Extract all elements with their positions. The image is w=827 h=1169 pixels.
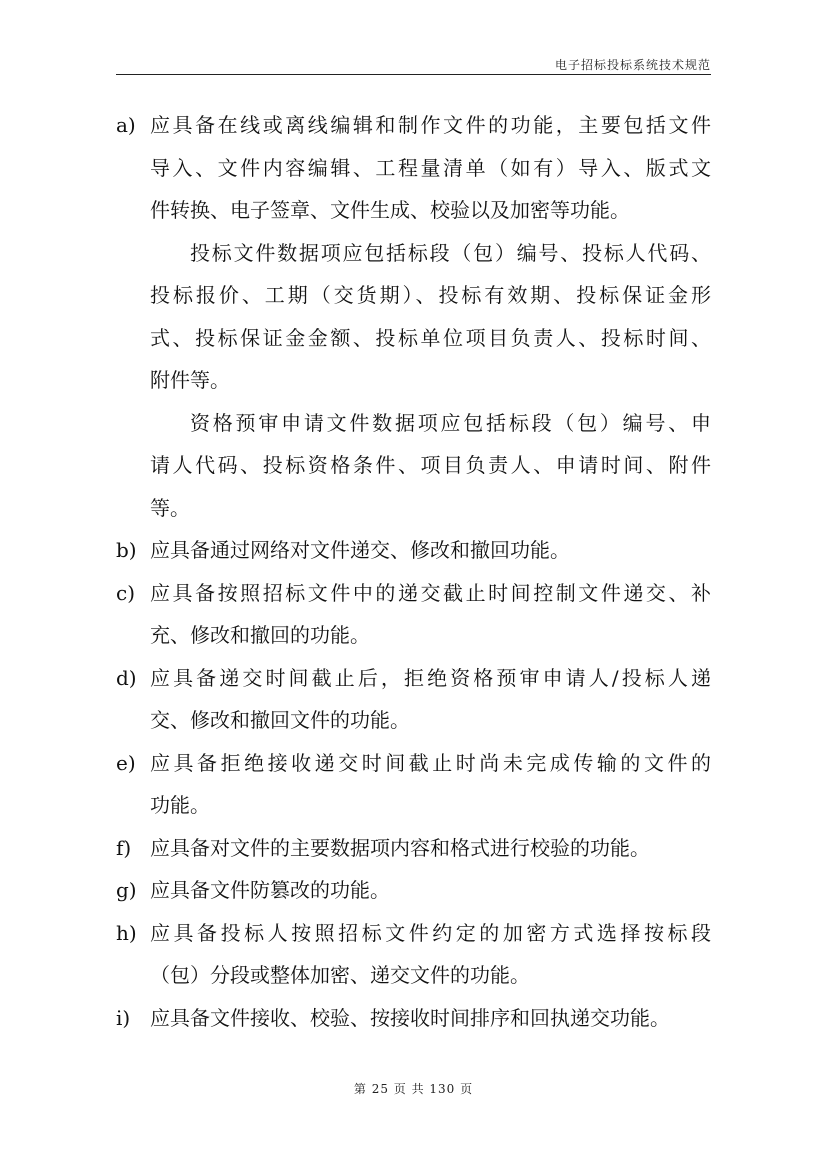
text-line: 式、投标保证金金额、投标单位项目负责人、投标时间、 bbox=[150, 325, 711, 350]
text-line: 资格预审申请文件数据项应包括标段（包）编号、申 bbox=[190, 410, 711, 435]
text-line: 应具备文件防篡改的功能。 bbox=[150, 878, 390, 902]
list-item-b bbox=[116, 529, 711, 572]
text-line: 等。 bbox=[150, 495, 190, 520]
text-line: 件转换、电子签章、文件生成、校验以及加密等功能。 bbox=[150, 198, 630, 222]
text-line: 充、修改和撤回的功能。 bbox=[150, 623, 370, 647]
text-line: 应具备投标人按照招标文件约定的加密方式选择按标段 bbox=[150, 920, 711, 945]
text-line: 投标报价、工期（交货期）、投标有效期、投标保证金形 bbox=[150, 283, 711, 307]
header-title: 电子招标投标系统技术规范 bbox=[554, 58, 711, 72]
list-item-g bbox=[116, 869, 711, 912]
list-label: a) bbox=[116, 113, 136, 137]
paragraph-bid-data-items bbox=[116, 232, 711, 402]
list-label: e) bbox=[116, 750, 136, 775]
document-body bbox=[116, 104, 711, 1039]
text-line: 附件等。 bbox=[150, 368, 230, 392]
list-label: d) bbox=[116, 665, 137, 690]
text-line: 应具备在线或离线编辑和制作文件的功能，主要包括文件 bbox=[150, 113, 711, 137]
list-item-h bbox=[116, 912, 711, 997]
list-item-e bbox=[116, 742, 711, 827]
list-label: h) bbox=[116, 920, 137, 945]
list-label: i) bbox=[116, 1005, 131, 1030]
list-label: f) bbox=[116, 835, 132, 860]
list-item-d bbox=[116, 657, 711, 742]
text-line: 投标文件数据项应包括标段（包）编号、投标人代码、 bbox=[190, 240, 711, 265]
text-line: 请人代码、投标资格条件、项目负责人、申请时间、附件 bbox=[150, 453, 711, 477]
page-number: 第 25 页 共 130 页 bbox=[353, 1082, 474, 1096]
list-item-f bbox=[116, 827, 711, 870]
list-label: b) bbox=[116, 538, 137, 562]
list-item-i bbox=[116, 997, 711, 1040]
list-item-c bbox=[116, 572, 711, 657]
text-line: （包）分段或整体加密、递交文件的功能。 bbox=[150, 963, 530, 987]
list-label: c) bbox=[116, 580, 136, 605]
text-line: 应具备通过网络对文件递交、修改和撤回功能。 bbox=[150, 538, 570, 562]
text-line: 应具备递交时间截止后，拒绝资格预审申请人/投标人递 bbox=[150, 665, 711, 690]
text-line: 应具备文件接收、校验、按接收时间排序和回执递交功能。 bbox=[150, 1005, 670, 1030]
text-line: 交、修改和撤回文件的功能。 bbox=[150, 708, 410, 732]
list-label: g) bbox=[116, 878, 137, 902]
text-line: 功能。 bbox=[150, 793, 210, 817]
text-line: 应具备按照招标文件中的递交截止时间控制文件递交、补 bbox=[150, 580, 711, 605]
paragraph-prequal-data-items bbox=[116, 402, 711, 530]
page-header bbox=[116, 54, 711, 75]
text-line: 应具备对文件的主要数据项内容和格式进行校验的功能。 bbox=[150, 835, 650, 860]
text-line: 导入、文件内容编辑、工程量清单（如有）导入、版式文 bbox=[150, 155, 711, 180]
text-line: 应具备拒绝接收递交时间截止时尚未完成传输的文件的 bbox=[150, 750, 711, 775]
list-item-a bbox=[116, 104, 711, 232]
